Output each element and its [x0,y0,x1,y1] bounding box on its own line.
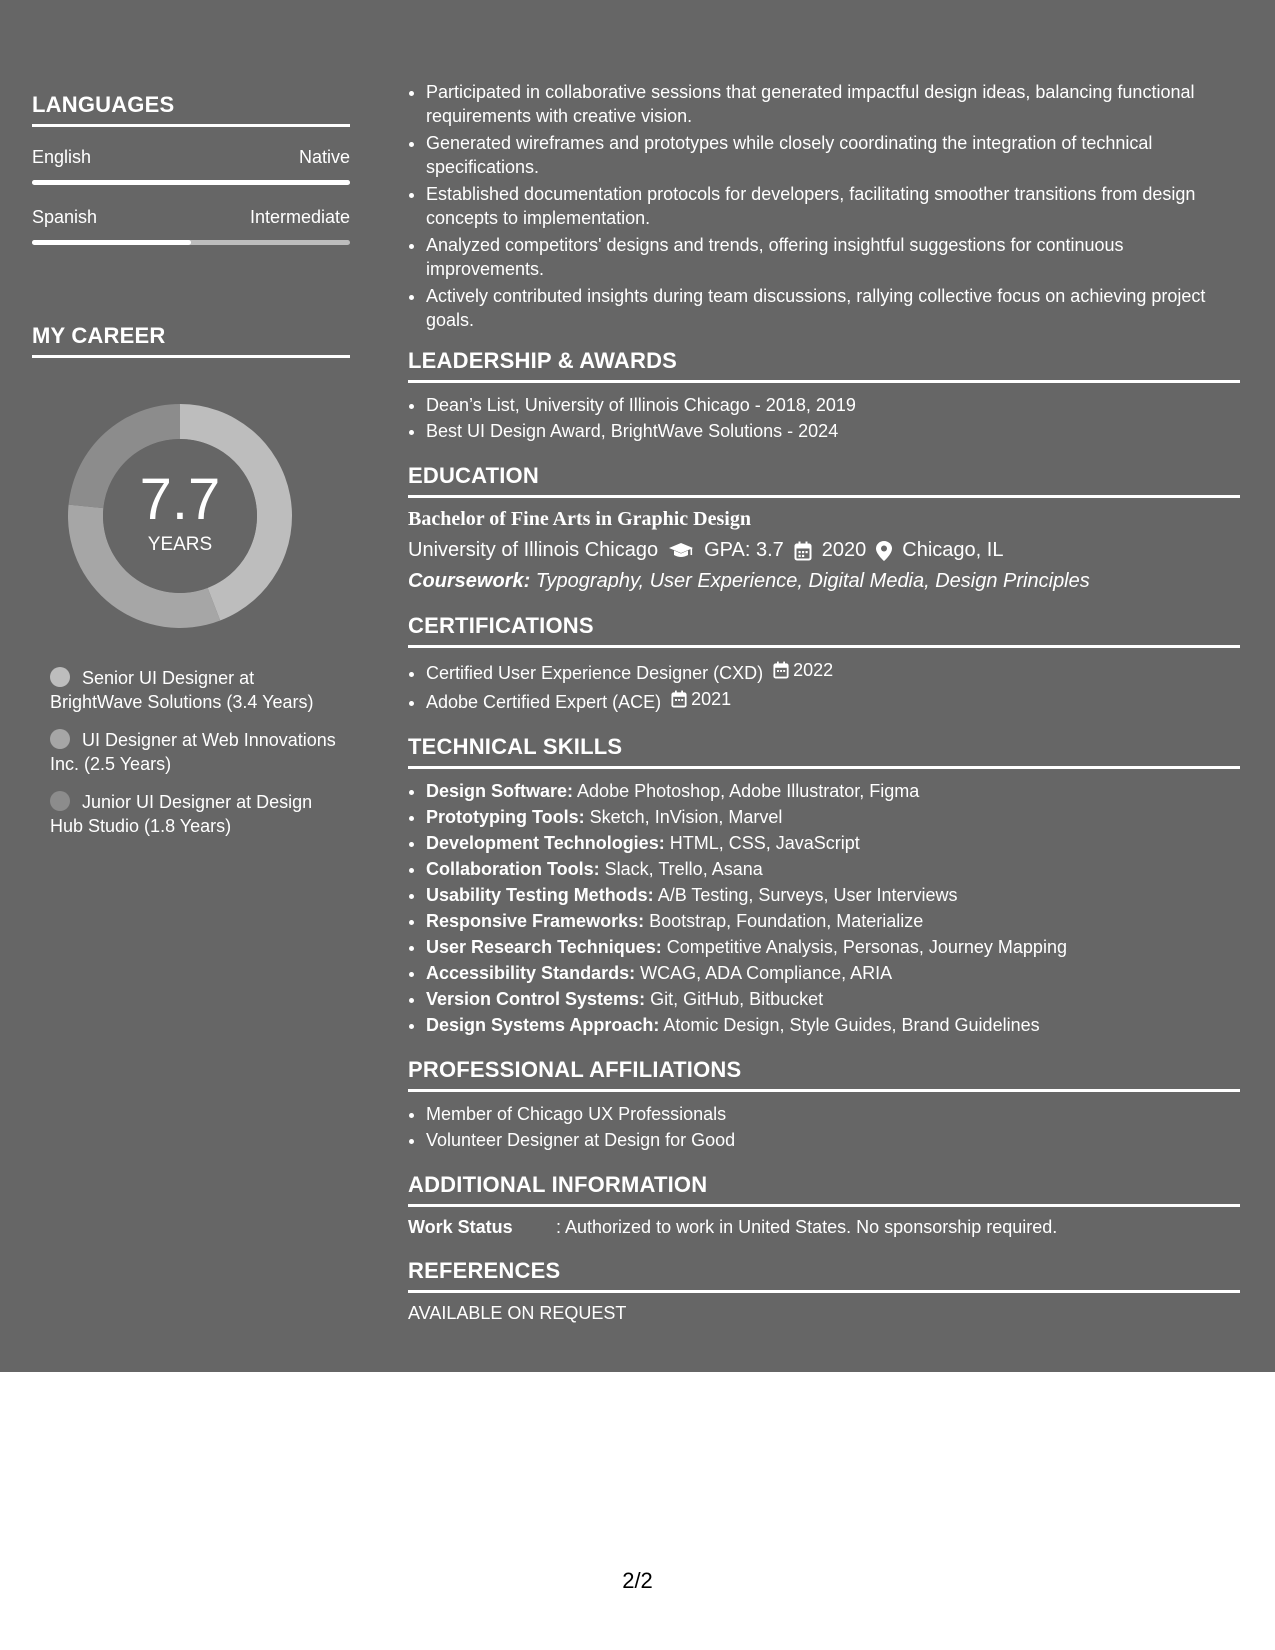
calendar-icon [773,661,789,679]
map-pin-icon [876,541,892,561]
skill-label: Accessibility Standards: [426,963,636,983]
language-proficiency-bar [32,240,350,245]
certification-year: 2021 [691,689,732,709]
skill-value: WCAG, ADA Compliance, ARIA [635,963,893,983]
language-item [32,207,350,245]
skill-value: Slack, Trello, Asana [599,859,763,879]
skill-item [426,909,1240,933]
affiliation-item: • Volunteer Designer at Design for Good [426,1128,1240,1152]
skill-label: User Research Techniques: [426,937,662,957]
education-school: University of Illinois Chicago [408,539,659,561]
left-column [32,92,350,852]
career-legend-item [50,666,350,714]
education-degree: Bachelor of Fine Arts in Graphic Design [408,508,751,530]
certification-year: 2022 [793,660,834,680]
affiliations-list [408,1102,1240,1152]
coursework-text: Typography, User Experience, Digital Media, Design Principles [530,570,1090,592]
skill-label: Responsive Frameworks: [426,911,645,931]
legend-dot-icon [50,729,70,749]
skill-item [426,961,1240,985]
experience-bullet: • Generated wireframes and prototypes while closely coordinating the integration of technical specifications. [426,131,1240,179]
language-item [32,147,350,185]
skill-item [426,987,1240,1011]
languages-title: LANGUAGES [32,92,350,127]
coursework-label: Coursework: [408,570,531,592]
affiliation-item: • Member of Chicago UX Professionals [426,1102,1240,1126]
skill-item [426,1013,1240,1037]
career-years-unit: YEARS [147,534,213,555]
skill-label: Prototyping Tools: [426,807,585,827]
additional-info-title: ADDITIONAL INFORMATION [408,1172,1240,1207]
language-proficiency-bar [32,180,350,185]
experience-bullets [408,80,1240,332]
career-role-label: Senior UI Designer at BrightWave Solutions (3.4 Years) [50,668,314,712]
work-status-value: : Authorized to work in United States. No sponsorship required. [556,1217,1058,1237]
skills-title: TECHNICAL SKILLS [408,734,1240,769]
certification-name: Adobe Certified Expert (ACE) [426,692,662,712]
skill-item [426,831,1240,855]
work-status-label: Work Status [408,1217,513,1237]
career-legend-item [50,790,350,838]
language-level: Intermediate [249,207,350,227]
affiliations-title: PROFESSIONAL AFFILIATIONS [408,1057,1240,1092]
right-column [408,80,1240,1324]
leadership-list [408,393,1240,443]
calendar-icon [671,690,687,708]
education-gpa: GPA: 3.7 [704,539,784,561]
graduation-cap-icon [668,542,694,560]
certification-name: Certified User Experience Designer (CXD) [426,663,764,683]
career-donut-chart [66,402,294,630]
leadership-title: LEADERSHIP & AWARDS [408,348,1240,383]
language-proficiency-fill [32,180,350,185]
calendar-icon [794,541,812,561]
education-title: EDUCATION [408,463,1240,498]
education-coursework [408,570,1240,593]
leadership-item: • Best UI Design Award, BrightWave Solutions - 2024 [426,419,1240,443]
language-level: Native [298,147,350,167]
skill-label: Collaboration Tools: [426,859,600,879]
skills-list [408,779,1240,1037]
career-legend-item [50,728,350,776]
legend-dot-icon [50,667,70,687]
skill-value: Competitive Analysis, Personas, Journey Mapping [661,937,1067,957]
skill-value: Sketch, InVision, Marvel [584,807,783,827]
language-name: Spanish [32,207,98,227]
education-location: Chicago, IL [902,539,1004,561]
education-year: 2020 [821,539,867,561]
experience-bullet: • Participated in collaborative sessions that generated impactful design ideas, balancing functional requirements with creative vision. [426,80,1240,128]
experience-bullet: • Analyzed competitors' designs and trends, offering insightful suggestions for continuous improvements. [426,233,1240,281]
references-text: AVAILABLE ON REQUEST [408,1303,627,1323]
work-status-row [408,1217,1240,1238]
legend-dot-icon [50,791,70,811]
career-legend [50,666,350,838]
skill-label: Design Systems Approach: [426,1015,660,1035]
skill-value: Adobe Photoshop, Adobe Illustrator, Figma [573,781,920,801]
certification-item [426,687,1240,714]
career-title: MY CAREER [32,323,350,358]
career-role-label: UI Designer at Web Innovations Inc. (2.5 Years) [50,730,336,774]
skill-value: HTML, CSS, JavaScript [664,833,860,853]
skill-label: Version Control Systems: [426,989,646,1009]
certifications-title: CERTIFICATIONS [408,613,1240,648]
skill-item [426,935,1240,959]
skill-value: Bootstrap, Foundation, Materialize [644,911,924,931]
page-number: 2/2 [622,1568,653,1593]
skill-item [426,779,1240,803]
certification-item [426,658,1240,685]
language-name: English [32,147,92,167]
skill-label: Design Software: [426,781,574,801]
career-total-years: 7.7 [139,467,221,532]
skill-value: Git, GitHub, Bitbucket [645,989,824,1009]
skill-value: A/B Testing, Surveys, User Interviews [653,885,958,905]
language-proficiency-fill [32,240,191,245]
skill-label: Usability Testing Methods: [426,885,654,905]
certifications-list [408,658,1240,714]
education-details [408,539,1240,562]
leadership-item: • Dean’s List, University of Illinois Chicago - 2018, 2019 [426,393,1240,417]
skill-value: Atomic Design, Style Guides, Brand Guidelines [659,1015,1040,1035]
skill-item [426,857,1240,881]
skill-item [426,805,1240,829]
career-role-label: Junior UI Designer at Design Hub Studio (1.8 Years) [50,792,313,836]
experience-bullet: • Actively contributed insights during team discussions, rallying collective focus on achieving project goals. [426,284,1240,332]
experience-bullet: • Established documentation protocols for developers, facilitating smoother transitions from design concepts to implementation. [426,182,1240,230]
references-title: REFERENCES [408,1258,1240,1293]
skill-item [426,883,1240,907]
skill-label: Development Technologies: [426,833,665,853]
